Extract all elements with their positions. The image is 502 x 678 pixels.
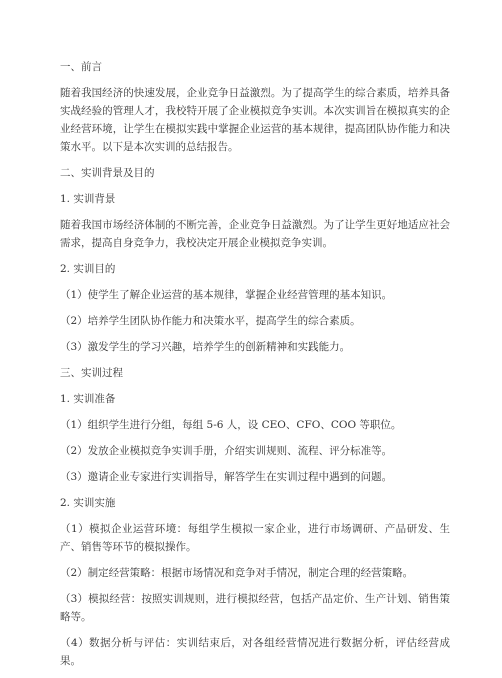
document-page (60, 58, 450, 678)
subheading-purpose: 2. 实训目的 (60, 263, 116, 275)
preface-paragraph: 随着我国经济的快速发展，企业竞争日益激烈。为了提高学生的综合素质，培养具备实战经验的管理人才，我校特开展了企业模拟竞争实训。本次实训旨在模拟真实的企业经营环境，让学生在模拟实践中掌握企业运营的基本规律，提高团队协作能力和决策水平。以下是本次实训的总结报告。 (60, 87, 450, 153)
subheading-implementation: 2. 实训实施 (60, 497, 116, 509)
implementation-item: （1）模拟企业运营环境：每组学生模拟一家企业，进行市场调研、产品研发、生产、销售等环节的模拟操作。 (60, 523, 450, 553)
background-paragraph: 随着我国市场经济体制的不断完善，企业竞争日益激烈。为了让学生更好地适应社会需求，提高自身竞争力，我校决定开展企业模拟竞争实训。 (60, 219, 450, 249)
purpose-item: （1）使学生了解企业运营的基本规律，掌握企业经营管理的基本知识。 (60, 289, 393, 301)
section-heading-process: 三、实训过程 (60, 367, 123, 379)
purpose-item: （2）培养学生团队协作能力和决策水平，提高学生的综合素质。 (60, 315, 361, 327)
preparation-item: （2）发放企业模拟竞争实训手册，介绍实训规则、流程、评分标准等。 (60, 445, 393, 457)
purpose-item: （3）激发学生的学习兴趣，培养学生的创新精神和实践能力。 (60, 341, 351, 353)
section-heading-background: 二、实训背景及目的 (60, 167, 155, 179)
implementation-item: （3）模拟经营：按照实训规则，进行模拟经营，包括产品定价、生产计划、销售策略等。 (60, 593, 450, 623)
subheading-preparation: 1. 实训准备 (60, 393, 116, 405)
section-heading-preface: 一、前言 (60, 61, 102, 73)
subheading-background: 1. 实训背景 (60, 193, 116, 205)
implementation-item: （4）数据分析与评估：实训结束后，对各组经营情况进行数据分析，评估经营成果。 (60, 637, 450, 667)
preparation-item: （1）组织学生进行分组，每组 5-6 人，设 CEO、CFO、COO 等职位。 (60, 419, 402, 431)
preparation-item: （3）邀请企业专家进行实训指导，解答学生在实训过程中遇到的问题。 (60, 471, 393, 483)
implementation-item: （2）制定经营策略：根据市场情况和竞争对手情况，制定合理的经营策略。 (60, 567, 414, 579)
